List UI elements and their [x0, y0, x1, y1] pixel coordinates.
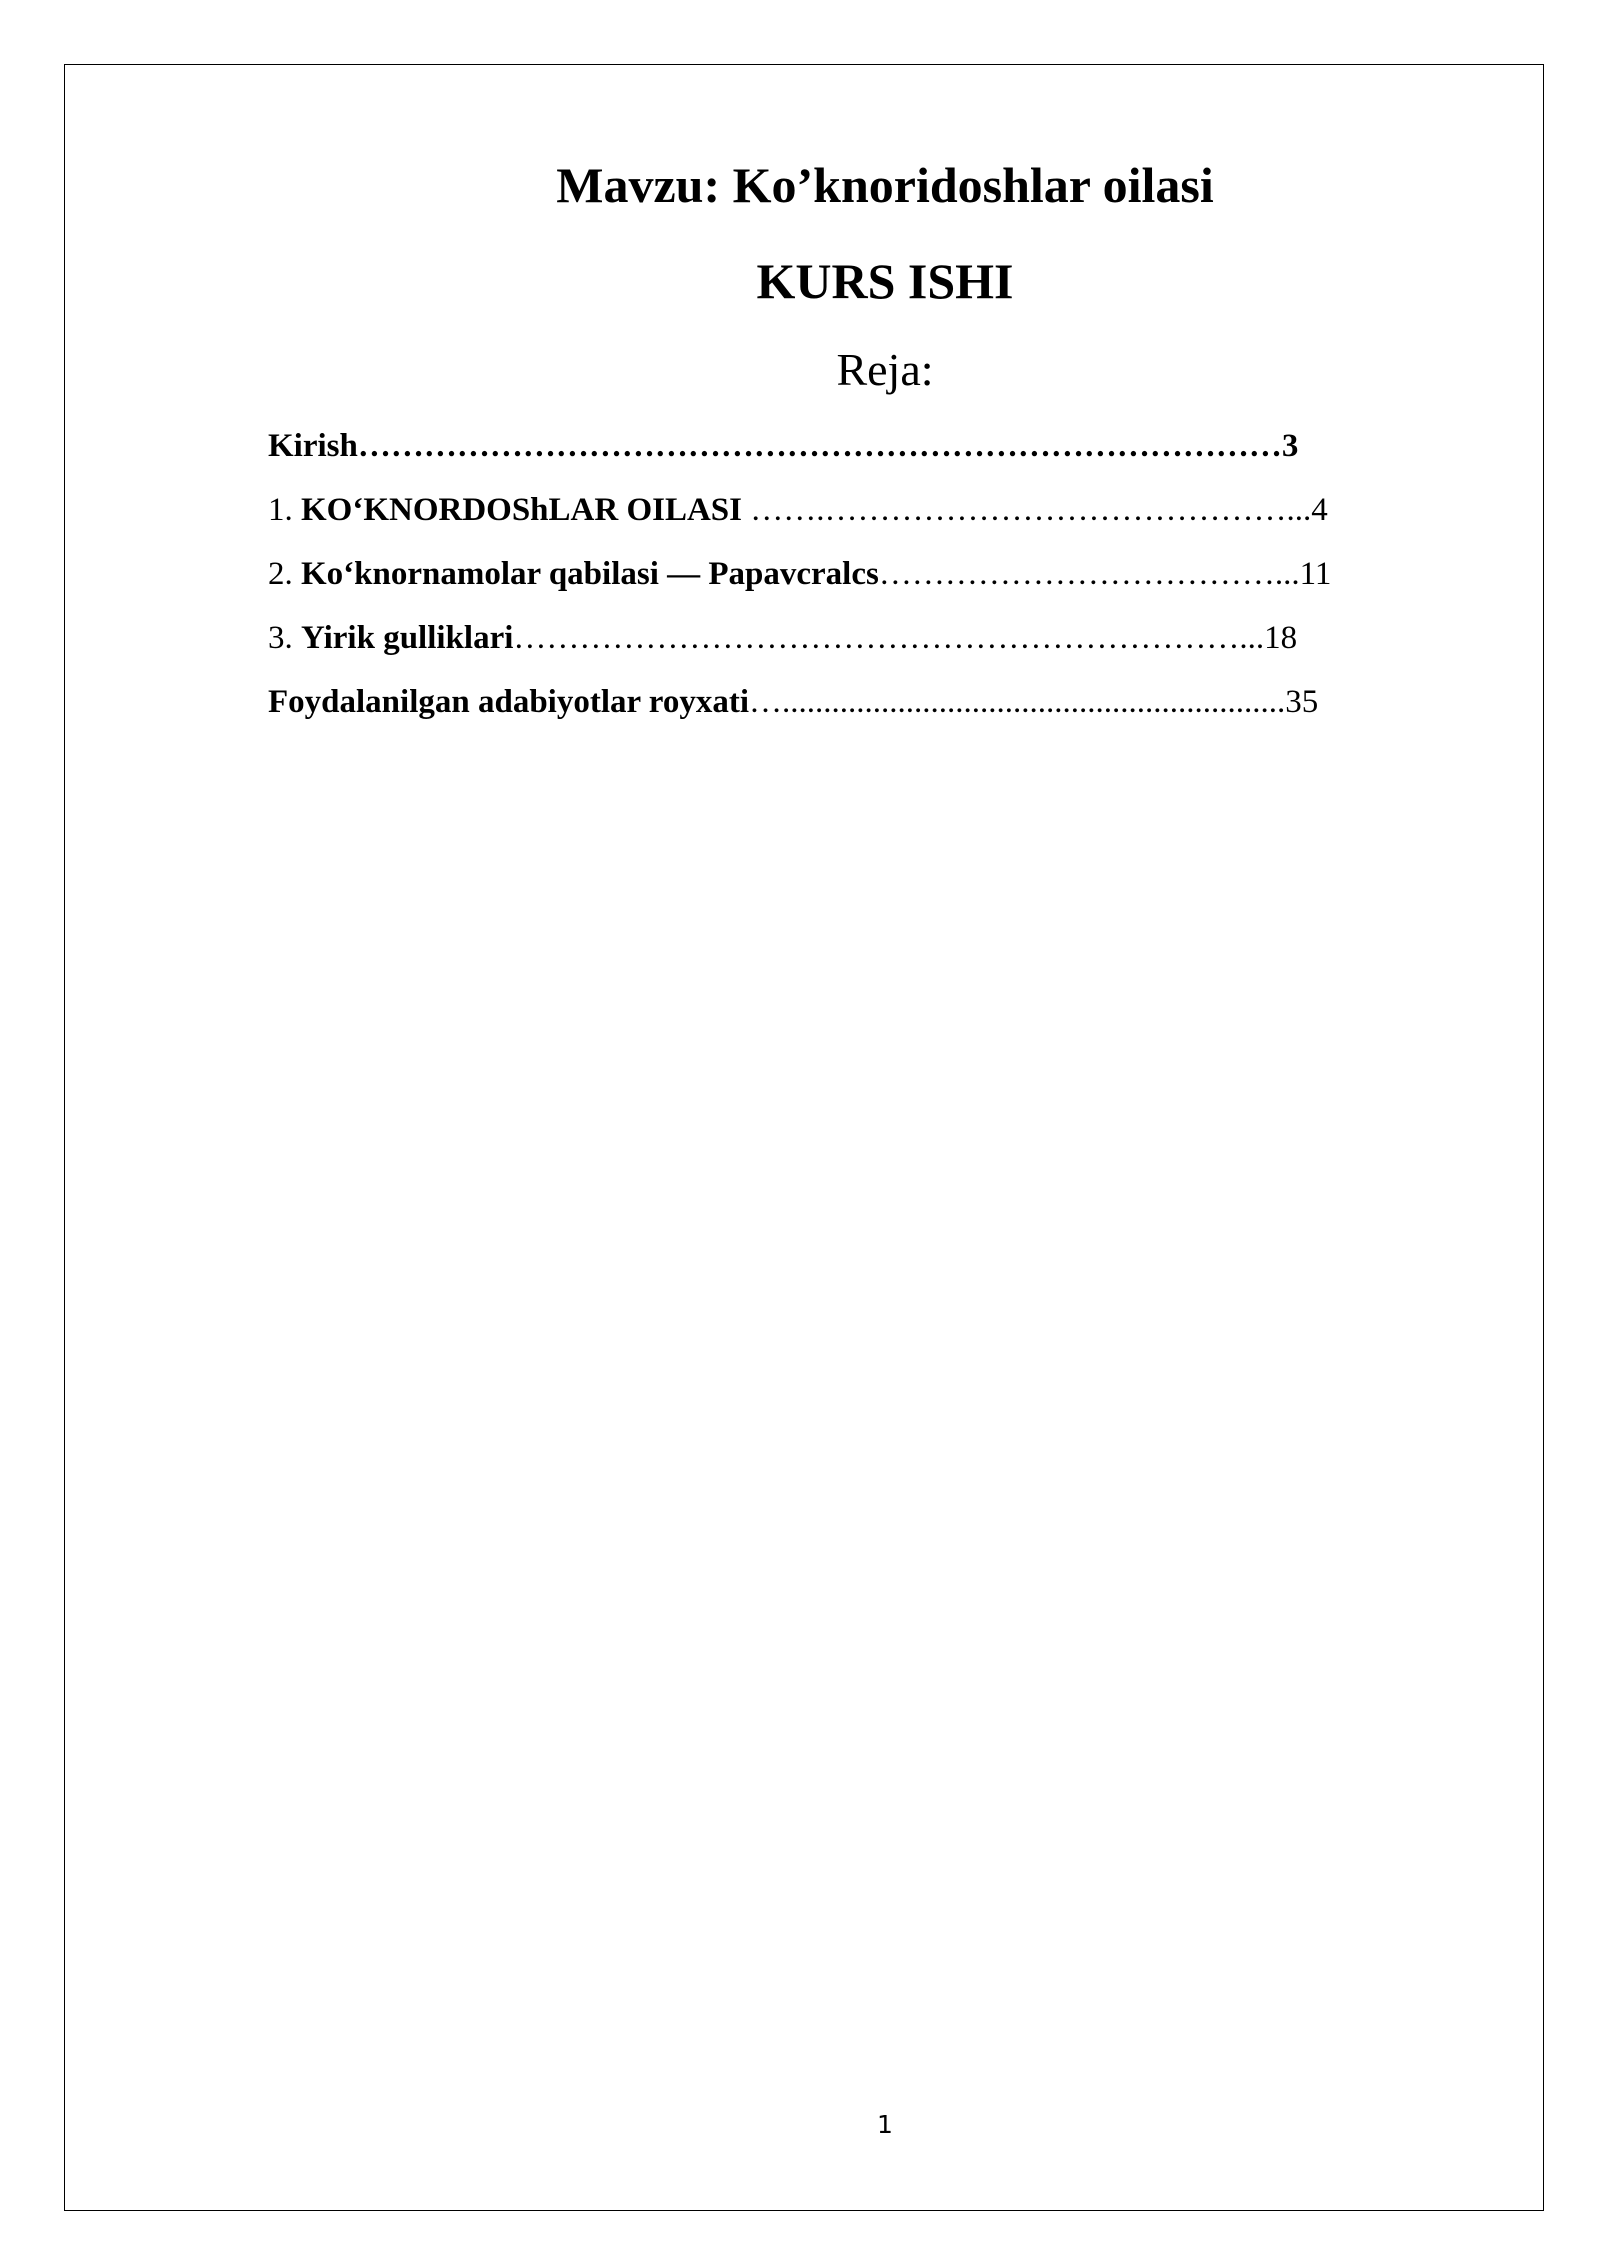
toc-entry-1 — [268, 482, 1498, 546]
toc-entry-number: 2. — [268, 556, 301, 592]
toc-entry-leader: ………………………………... — [878, 556, 1300, 592]
toc-entry-leader: ………………………………………………………………………… — [357, 428, 1282, 464]
toc-entry-page: 35 — [1285, 684, 1319, 720]
toc-entry-label: Foydalanilgan adabiyotlar royxati — [268, 684, 750, 720]
toc-entry-3 — [268, 610, 1498, 674]
toc-entry-number: 1. — [268, 492, 301, 528]
toc-entry-page: 4 — [1311, 492, 1328, 528]
toc-entry-2 — [268, 546, 1498, 610]
toc-entry-page: 11 — [1299, 556, 1332, 592]
toc-entry-leader: …………………………………………………………... — [513, 620, 1265, 656]
table-of-contents — [268, 418, 1498, 738]
toc-entry-leader: …….……………………………………... — [742, 492, 1312, 528]
plan-heading: Reja: — [836, 344, 934, 395]
toc-entry-label: Yirik gulliklari — [301, 620, 514, 656]
toc-entry-label: KO‘KNORDOShLAR OILASI — [301, 492, 743, 528]
page-number: 1 — [877, 2110, 893, 2139]
toc-entry-references — [268, 674, 1498, 738]
toc-entry-label: Kirish — [268, 428, 358, 464]
toc-entry-leader: …............................................................. — [749, 684, 1286, 720]
toc-entry-kirish — [268, 418, 1498, 482]
document-title: Mavzu: Ko’knoridoshlar oilasi — [556, 157, 1214, 213]
toc-entry-number: 3. — [268, 620, 301, 656]
document-subtitle: KURS ISHI — [756, 253, 1014, 309]
toc-entry-label: Ko‘knornamolar qabilasi — Papavcralcs — [301, 556, 879, 592]
toc-entry-page: 18 — [1264, 620, 1298, 656]
toc-entry-page: 3 — [1281, 428, 1299, 464]
